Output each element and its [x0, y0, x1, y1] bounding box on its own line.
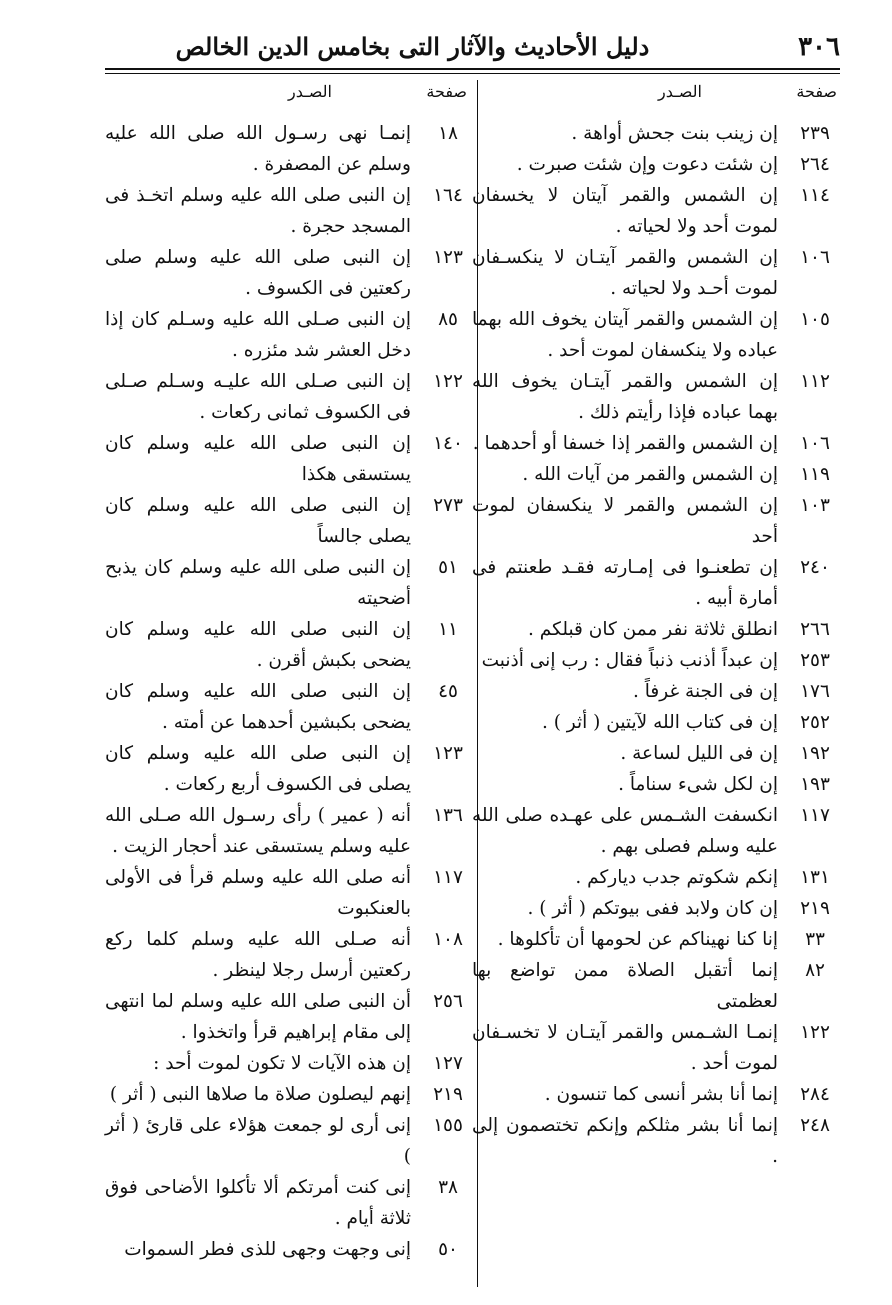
entry-text: انكسفت الشـمس على عهـده صلى الله عليه وسلم فصلى بهم .	[472, 805, 778, 857]
entry-page-number: ١٥٥	[433, 1115, 463, 1136]
entry-page-number: ٢٤٠	[800, 557, 830, 578]
entry-text: إن فى الجنة غرفاً .	[633, 681, 778, 702]
index-entry	[472, 707, 840, 738]
index-entry	[472, 428, 840, 459]
entry-page-number: ١١٧	[433, 867, 463, 888]
entry-page-number: ١١	[438, 619, 458, 640]
entry-text: إن النبى صلى الله عليه وسلم كان يصلى فى الكسوف أربع ركعات .	[105, 743, 411, 795]
index-entry	[105, 738, 473, 800]
entry-text: إن لكل شىء سناماً .	[618, 774, 778, 795]
entry-page-number: ١١٤	[800, 185, 830, 206]
index-entry	[105, 862, 473, 924]
entry-page-number: ١٢٢	[800, 1022, 830, 1043]
entry-text: إن الشمس والقمر آيتان لا يخسفان لموت أحد ولا لحياته .	[472, 185, 778, 237]
index-entry	[105, 428, 473, 490]
page-number: ٣٠٦	[798, 32, 840, 62]
entry-page-number: ١٠٨	[433, 929, 463, 950]
entry-text: إن النبى صـلى الله عليه وسـلم كان إذا دخل العشر شد مئزره .	[105, 309, 411, 361]
index-entry	[105, 118, 473, 180]
entry-text: إن هذه الآيات لا تكون لموت أحد :	[153, 1053, 411, 1074]
index-entry	[105, 552, 473, 614]
entry-page-number: ١٤٠	[433, 433, 463, 454]
entry-page-number: ١٠٦	[800, 247, 830, 268]
entry-text: إن الشمس والقمر إذا خسفا أو أحدهما .	[472, 433, 778, 454]
entry-page-number: ٥١	[438, 557, 458, 578]
entry-page-number: ٣٨	[438, 1177, 458, 1198]
entry-text: أنه صلى الله عليه وسلم قرأ فى الأولى بالعنكبوت	[105, 867, 411, 919]
index-entry	[472, 366, 840, 428]
entry-page-number: ٢٤٨	[800, 1115, 830, 1136]
entry-text: إن تطعنـوا فى إمـارته فقـد طعنتم فى أمارة أبيه .	[472, 557, 778, 609]
index-entry	[105, 924, 473, 986]
entry-text: إن النبى صلى الله عليه وسلم كان يضحى بكبشين أحدهما عن أمته .	[105, 681, 411, 733]
left-col-source-header: الصـدر	[287, 82, 332, 101]
index-entry	[472, 149, 840, 180]
entry-text: إن النبى صلى الله عليه وسلم كان يصلى جالساً	[105, 495, 411, 547]
entry-page-number: ١٦٤	[433, 185, 463, 206]
index-entry	[105, 614, 473, 676]
entry-page-number: ٢٣٩	[800, 123, 830, 144]
entry-text: إنكم شكوتم جدب دياركم .	[575, 867, 778, 888]
index-entry	[472, 614, 840, 645]
index-entry	[472, 118, 840, 149]
entry-text: إن عبداً أذنب ذنباً فقال : رب إنى أذنبت	[481, 650, 778, 671]
entry-text: أنه ( عمير ) رأى رسـول الله صـلى الله عليه وسلم يستسقى عند أحجار الزيت .	[105, 805, 411, 857]
index-entry	[472, 1110, 840, 1172]
index-entry	[105, 242, 473, 304]
entry-page-number: ٣٣	[805, 929, 825, 950]
entry-text: إنما أنا بشر مثلكم وإنكم تختصمون إلى .	[472, 1115, 778, 1167]
left-column	[105, 118, 473, 1265]
entry-page-number: ٥٠	[438, 1239, 458, 1260]
entry-page-number: ١١٢	[800, 371, 830, 392]
index-entry	[472, 1079, 840, 1110]
header-rule-thin	[105, 73, 840, 74]
entry-page-number: ١٣١	[800, 867, 830, 888]
entry-text: إن فى الليل لساعة .	[620, 743, 778, 764]
entry-text: إن الشمس والقمر آيتان يخوف الله بهما عباده ولا ينكسفان لموت أحد .	[472, 309, 778, 361]
entry-page-number: ١٠٥	[800, 309, 830, 330]
entry-page-number: ٢٦٦	[800, 619, 830, 640]
entry-text: إنى أرى لو جمعت هؤلاء على قارئ ( أثر )	[105, 1115, 411, 1167]
index-entry	[472, 924, 840, 955]
index-entry	[105, 1110, 473, 1172]
entry-text: إن النبى صلى الله عليه وسلم كان يذبح أضحيته	[105, 557, 411, 609]
index-entry	[105, 180, 473, 242]
entry-page-number: ٢٨٤	[800, 1084, 830, 1105]
entry-page-number: ١١٩	[800, 464, 830, 485]
entry-text: إن الشمس والقمر آيتـان لا ينكسـفان لموت أحـد ولا لحياته .	[472, 247, 778, 299]
entry-text: إن النبى صـلى الله عليـه وسـلم صـلى فى الكسوف ثمانى ركعات .	[105, 371, 411, 423]
index-entry	[105, 800, 473, 862]
entry-page-number: ١٩٢	[800, 743, 830, 764]
index-entry	[472, 180, 840, 242]
entry-text: أن النبى صلى الله عليه وسلم لما انتهى إلى مقام إبراهيم قرأ واتخذوا .	[105, 991, 411, 1043]
header-rule	[105, 68, 840, 70]
entry-text: إن شئت دعوت وإن شئت صبرت .	[516, 154, 778, 175]
index-entry	[105, 676, 473, 738]
right-column	[472, 118, 840, 1172]
index-entry	[105, 1048, 473, 1079]
entry-text: إنا كنا نهيناكم عن لحومها أن تأكلوها .	[497, 929, 778, 950]
index-entry	[105, 490, 473, 552]
entry-text: إنما أنا بشر أنسى كما تنسون .	[544, 1084, 778, 1105]
entry-text: إن فى كتاب الله لآيتين ( أثر ) .	[541, 712, 778, 733]
entry-text: إنمـا نهى رسـول الله صلى الله عليه وسلم عن المصفرة .	[105, 123, 411, 175]
entry-page-number: ١٢٣	[433, 743, 463, 764]
index-entry	[472, 676, 840, 707]
entry-page-number: ٢١٩	[433, 1084, 463, 1105]
entry-page-number: ١٣٦	[433, 805, 463, 826]
entry-text: إنى كنت أمرتكم ألا تأكلوا الأضاحى فوق ثلاثة أيام .	[105, 1177, 411, 1229]
running-header	[105, 32, 840, 72]
entry-page-number: ٢٥٦	[433, 991, 463, 1012]
index-entry	[105, 1172, 473, 1234]
entry-page-number: ١٢٢	[433, 371, 463, 392]
entry-page-number: ١٢٣	[433, 247, 463, 268]
entry-text: انطلق ثلاثة نفر ممن كان قبلكم .	[528, 619, 778, 640]
entry-page-number: ٢٥٣	[800, 650, 830, 671]
entry-text: أنه صـلى الله عليه وسلم كلما ركع ركعتين أرسل رجلا لينظر .	[105, 929, 411, 981]
index-entry	[472, 955, 840, 1017]
index-entry	[105, 1079, 473, 1110]
index-entry	[105, 1234, 473, 1265]
entry-text: إن النبى صلى الله عليه وسلم صلى ركعتين فى الكسوف .	[105, 247, 411, 299]
entry-page-number: ١٧٦	[800, 681, 830, 702]
entry-text: إن زينب بنت جحش أواهة .	[571, 123, 778, 144]
entry-text: إنى وجهت وجهى للذى فطر السموات	[124, 1239, 411, 1260]
index-entry	[472, 242, 840, 304]
index-entry	[472, 769, 840, 800]
right-col-source-header: الصـدر	[657, 82, 702, 101]
index-entry	[472, 1017, 840, 1079]
entry-text: إن النبى صلى الله عليه وسلم كان يستسقى هكذا	[105, 433, 411, 485]
entry-page-number: ١١٧	[800, 805, 830, 826]
index-entry	[472, 304, 840, 366]
index-entry	[472, 893, 840, 924]
entry-text: إن الشمس والقمر آيتـان يخوف الله بهما عباده فإذا رأيتم ذلك .	[472, 371, 778, 423]
page-title: دليل الأحاديث والآثار التى بخامس الدين الخالص	[175, 32, 650, 61]
entry-page-number: ١٩٣	[800, 774, 830, 795]
index-entry	[472, 645, 840, 676]
entry-page-number: ١٢٧	[433, 1053, 463, 1074]
entry-page-number: ٢٦٤	[800, 154, 830, 175]
index-entry	[105, 986, 473, 1048]
index-entry	[105, 366, 473, 428]
right-col-page-header: صفحة	[796, 82, 837, 101]
index-entry	[472, 800, 840, 862]
index-entry	[105, 304, 473, 366]
index-entry	[472, 862, 840, 893]
entry-page-number: ١٠٣	[800, 495, 830, 516]
entry-text: إنما أتقبل الصلاة ممن تواضع بها لعظمتى	[472, 960, 778, 1012]
left-col-page-header: صفحة	[426, 82, 467, 101]
entry-page-number: ١٨	[438, 123, 458, 144]
entry-page-number: ٢٥٢	[800, 712, 830, 733]
entry-text: إنهم ليصلون صلاة ما صلاها النبى ( أثر )	[109, 1084, 411, 1105]
index-entry	[472, 738, 840, 769]
entry-page-number: ٤٥	[438, 681, 458, 702]
entry-text: إن النبى صلى الله عليه وسلم اتخـذ فى المسجد حجرة .	[105, 185, 411, 237]
entry-text: إن كان ولابد ففى بيوتكم ( أثر ) .	[527, 898, 778, 919]
entry-text: إن الشمس والقمر لا ينكسفان لموت أحد	[472, 495, 778, 547]
entry-page-number: ٨٥	[438, 309, 458, 330]
index-entry	[472, 552, 840, 614]
entry-page-number: ٢١٩	[800, 898, 830, 919]
entry-text: إنمـا الشـمس والقمر آيتـان لا تخسـفان لموت أحد .	[472, 1022, 778, 1074]
entry-page-number: ٢٧٣	[433, 495, 463, 516]
entry-page-number: ١٠٦	[800, 433, 830, 454]
entry-text: إن النبى صلى الله عليه وسلم كان يضحى بكبش أقرن .	[105, 619, 411, 671]
index-entry	[472, 459, 840, 490]
entry-text: إن الشمس والقمر من آيات الله .	[522, 464, 778, 485]
entry-page-number: ٨٢	[805, 960, 825, 981]
index-entry	[472, 490, 840, 552]
